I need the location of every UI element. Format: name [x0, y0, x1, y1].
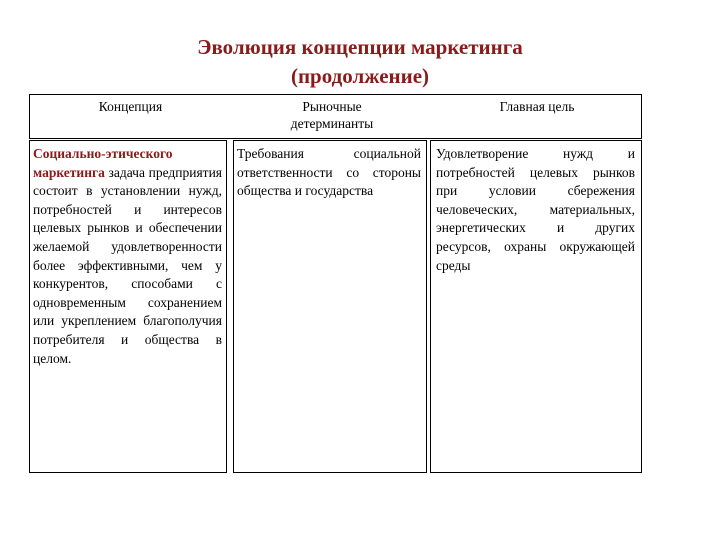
concept-text: задача предприятия состоит в установлении нужд, потребностей и интересов целевых рынков и обеспечении желаемой удовлетворенности более эффективными, чем у конкурентов, способами с одновременным сохранением или укреплением благополучия потребителя и общества в целом.	[33, 164, 223, 366]
title-line-1: Эволюция концепции маркетинга	[197, 35, 523, 59]
header-goal: Главная цель	[499, 99, 575, 114]
concept-name: Социально-этического маркетинга	[33, 146, 173, 180]
header-concept: Концепция	[98, 99, 163, 114]
header-determinants: Рыночные детерминанты	[290, 99, 374, 131]
cell-goal: Удовлетворение нужд и потребностей целевых рынков при условии сбережения человеческих, материальных, энергетических и других ресурсов, охраны окружающей среды	[436, 146, 635, 273]
cell-concept	[33, 145, 222, 368]
slide-title	[0, 33, 720, 91]
cell-determinants: Требования социальной ответственности со стороны общества и государства	[237, 146, 421, 199]
title-line-2: (продолжение)	[290, 64, 430, 88]
